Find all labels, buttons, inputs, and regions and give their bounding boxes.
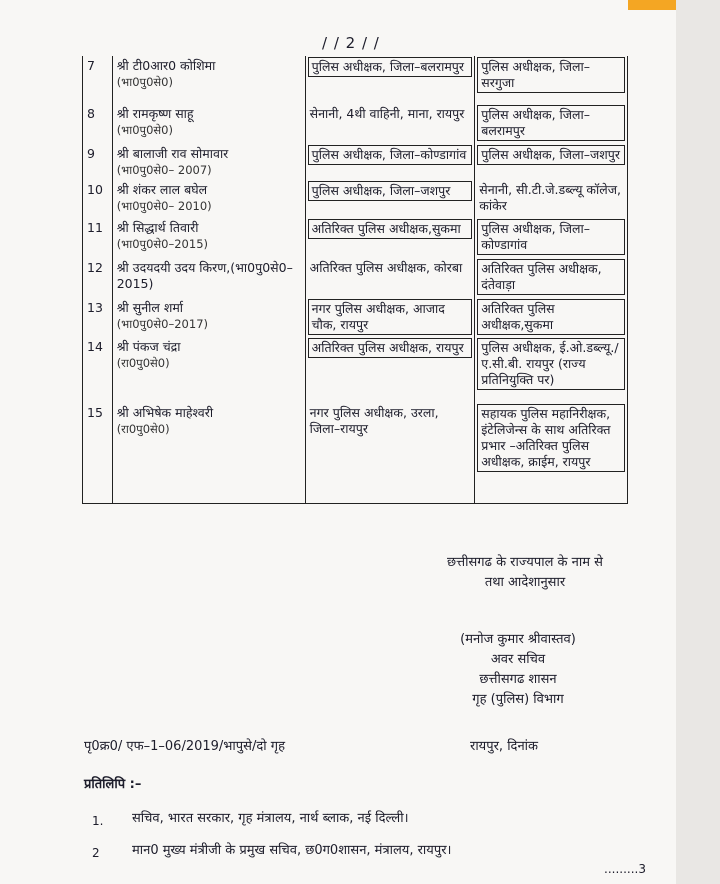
officer-cell [112,144,305,180]
table-row [83,298,628,337]
officer-service: (भा0पु0से0– 2010) [116,199,212,213]
current-posting [305,144,475,180]
officer-cell [112,180,305,218]
officer-service: (रा0पु0से0) [116,356,170,370]
transfer-table [82,56,628,504]
new-posting [475,403,628,503]
new-posting-text: पुलिस अधीक्षक, जिला–जशपुर [477,145,625,165]
officer-cell [112,56,305,104]
new-posting [475,144,628,180]
current-posting-text: अतिरिक्त पुलिस अधीक्षक,सुकमा [308,219,473,239]
current-posting-text: अतिरिक्त पुलिस अधीक्षक, कोरबा [309,260,463,275]
table-row [83,56,628,104]
new-posting [475,258,628,298]
officer-service: (भा0पु0से0–2017) [116,317,208,331]
officer-name: श्री शंकर लाल बघेल [116,182,208,197]
officer-name: श्री रामकृष्ण साहू [116,106,194,121]
current-posting [305,218,475,258]
copy-recipient: सचिव, भारत सरकार, गृह मंत्रालय, नार्थ ब्लाक, नई दिल्ली। [132,811,409,826]
new-posting-text: पुलिस अधीक्षक, जिला–कोण्डागांव [477,219,625,255]
officer-service: (भा0पु0से0–2015) [116,237,208,251]
signatory-government: छत्तीसगढ शासन [479,672,557,687]
officer-service: (भा0पु0से0– 2007) [116,163,212,177]
page-number: / / 2 / / [322,34,380,52]
current-posting [305,403,475,503]
new-posting [475,104,628,144]
current-posting [305,258,475,298]
table-row [83,144,628,180]
serial-number: 7 [83,56,113,104]
new-posting-text: अतिरिक्त पुलिस अधीक्षक,सुकमा [477,299,625,335]
place-date: रायपुर, दिनांक [470,739,539,754]
copy-recipient: मान0 मुख्य मंत्रीजी के प्रमुख सचिव, छ0ग0शासन, मंत्रालय, रायपुर। [132,843,452,858]
officer-cell [112,258,305,298]
new-posting-text: अतिरिक्त पुलिस अधीक्षक, दंतेवाड़ा [477,259,625,295]
signatory-designation: अवर सचिव [490,652,546,667]
order-line-1: छत्तीसगढ के राज्यपाल के नाम से [447,555,603,570]
current-posting-text: पुलिस अधीक्षक, जिला–कोण्डागांव [308,145,473,165]
current-posting [305,56,475,104]
current-posting [305,180,475,218]
new-posting [475,56,628,104]
order-authority [420,553,630,593]
signatory-department: गृह (पुलिस) विभाग [472,692,564,707]
serial-number: 8 [83,104,113,144]
officer-cell [112,104,305,144]
copy-heading: प्रतिलिपि :– [84,777,142,792]
officer-name: श्री अभिषेक माहेश्वरी [116,405,214,420]
serial-number: 14 [83,337,113,403]
serial-number: 9 [83,144,113,180]
current-posting-text: पुलिस अधीक्षक, जिला–बलरामपुर [308,57,473,77]
officer-name: श्री पंकज चंद्रा [116,339,181,354]
current-posting-text: अतिरिक्त पुलिस अधीक्षक, रायपुर [308,338,473,358]
officer-name: श्री टी0आर0 कोशिमा [116,58,216,73]
table-row [83,104,628,144]
officer-cell [112,337,305,403]
table-row [83,258,628,298]
signatory-name: (मनोज कुमार श्रीवास्तव) [460,632,576,647]
copy-number: 1. [92,814,104,828]
table-row [83,180,628,218]
new-posting-text: पुलिस अधीक्षक, ई.ओ.डब्ल्यू./ए.सी.बी. रायपुर (राज्य प्रतिनियुक्ति पर) [477,338,625,390]
officer-service: (रा0पु0से0) [116,422,170,436]
table-row [83,403,628,503]
copy-number: 2 [92,846,100,860]
new-posting-text: सेनानी, सी.टी.जे.डब्ल्यू कॉलेज, कांकेर [479,182,621,213]
current-posting-text: नगर पुलिस अधीक्षक, आजाद चौक, रायपुर [308,299,473,335]
continued-marker: .........3 [604,862,646,876]
serial-number: 10 [83,180,113,218]
new-posting [475,218,628,258]
officer-name: श्री उदयदयी उदय किरण,(भा0पु0से0–2015) [116,260,293,291]
officer-cell [112,403,305,503]
serial-number: 12 [83,258,113,298]
officer-name: श्री सुनील शर्मा [116,300,184,315]
new-posting-text: पुलिस अधीक्षक, जिला–बलरामपुर [477,105,625,141]
table-row [83,337,628,403]
current-posting [305,337,475,403]
officer-cell [112,298,305,337]
reference-number: पृ0क्र0/ एफ–1–06/2019/भापुसे/दो गृह [84,739,285,754]
officer-service: (भा0पु0से0) [116,75,173,89]
serial-number: 13 [83,298,113,337]
new-posting-text: पुलिस अधीक्षक, जिला–सरगुजा [477,57,625,93]
current-posting-text: सेनानी, 4थी वाहिनी, माना, रायपुर [309,106,465,121]
new-posting [475,298,628,337]
officer-cell [112,218,305,258]
officer-name: श्री सिद्धार्थ तिवारी [116,220,199,235]
officer-service: (भा0पु0से0) [116,123,173,137]
table-row [83,218,628,258]
current-posting [305,298,475,337]
new-posting [475,337,628,403]
new-posting-text: सहायक पुलिस महानिरीक्षक, इंटेलिजेन्स के साथ अतिरिक्त प्रभार –अतिरिक्त पुलिस अधीक्षक, क्राईम, रायपुर [477,404,625,472]
serial-number: 15 [83,403,113,503]
current-posting [305,104,475,144]
officer-name: श्री बालाजी राव सोमावार [116,146,229,161]
signature-block [418,630,618,710]
current-posting-text: नगर पुलिस अधीक्षक, उरला, जिला–रायपुर [309,405,439,436]
current-posting-text: पुलिस अधीक्षक, जिला–जशपुर [308,181,473,201]
order-line-2: तथा आदेशानुसार [484,575,566,590]
new-posting [475,180,628,218]
serial-number: 11 [83,218,113,258]
orange-edge-strip [628,0,676,10]
